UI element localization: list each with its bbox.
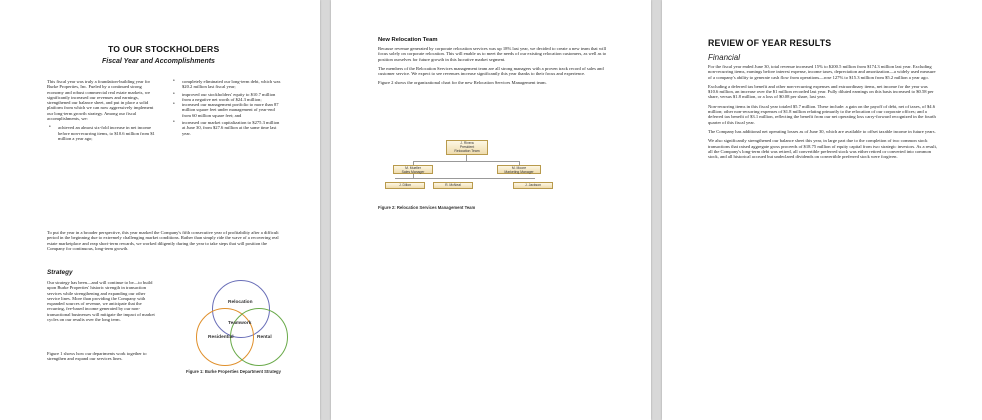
paragraph: The Company has additional net operating losses as of June 30, which are available to offset taxable income in future years.: [708, 128, 936, 134]
org-node-role: Sales Manager: [401, 170, 425, 174]
venn-label-top: Relocation: [228, 300, 253, 305]
bullet-list-right: [171, 102, 281, 136]
org-connector: [395, 178, 535, 179]
figure-2-caption: Figure 2: Relocation Services Management Team: [378, 205, 476, 210]
org-chart: [391, 140, 541, 196]
venn-label-right: Rental: [257, 335, 272, 340]
figure-1-caption: Figure 1: Burke Properties Department Strategy: [186, 369, 281, 374]
org-connector: [413, 161, 520, 162]
org-node-name: M. Moore: [511, 166, 527, 170]
page-title: TO OUR STOCKHOLDERS: [108, 44, 220, 54]
figure-reference: Figure 1 shows how our departments work together to strengthen and expand our services lines.: [47, 351, 147, 362]
page-2: [331, 0, 651, 420]
paragraph: Because revenue generated by corporate relocation services was up 18% last year, we decided to create a new team that will focus solely on corporate relocation. This will enable us to meet the needs of our existing relocation customers, as well as to position ourselves for future growth in this lucrative market segment.: [378, 46, 607, 62]
venn-label-left: Residential: [208, 335, 234, 340]
list-item: • increased our management portfolio to more than 87 million square feet under management of year-end from 60 million square feet; and: [182, 102, 281, 118]
paragraph: We also significantly strengthened our balance sheet this year, in large part due to the completion of two common stock transactions that raised aggregate gross proceeds of $18.75 million of equity capital from two strategic investors. As a result, all the Company's long-term debt was retired, all convertible preferred stock was either retired or converted into common stock, and all historical accrued but undeclared dividends on convertible preferred stock were forgiven.: [708, 138, 937, 160]
org-node-president: [446, 140, 488, 155]
list-item: • completely eliminated our long-term debt, which was $20.2 million last fiscal year;: [182, 79, 281, 90]
financial-heading: Financial: [708, 53, 741, 62]
relocation-heading: New Relocation Team: [378, 37, 438, 43]
strategy-heading: Strategy: [47, 269, 73, 276]
org-node-role: President: [459, 145, 475, 149]
org-node-role: Marketing Manager: [504, 170, 534, 174]
financial-body: [708, 64, 938, 163]
list-item: • achieved an almost six-fold increase in net income before non-recurring items, to $10.6 million from $1 million a year ago;: [58, 125, 157, 141]
page-subtitle: Fiscal Year and Accomplishments: [102, 58, 215, 65]
relocation-body: [378, 46, 608, 90]
org-node-marketing-manager: [497, 165, 541, 174]
page-3: [662, 0, 982, 420]
paragraph: Excluding a deferred tax benefit and other non-recurring expenses and extraordinary items, net income for the year was $10.6 million, an increase over the $1 million recorded last year. Fully diluted earnings on this basis increased to $0.58 per share, versus $1.8 million, or a loss of $0.08 per share, last year.: [708, 83, 934, 100]
review-title: REVIEW OF YEAR RESULTS: [708, 38, 832, 48]
org-node-staff: J. Dillon: [385, 182, 425, 189]
list-item: • improved our stockholders' equity to $10.7 million from a negative net worth of $24.3 million;: [182, 92, 281, 103]
list-item: • increased our market capitalization to $275.3 million at June 30, from $27.6 million at the same time last year.: [182, 120, 281, 136]
closing-paragraph: To put the year in a broader perspective, this year marked the Company's fifth consecutive year of profitability after a difficult period in the beginning due to extremely challenging market conditions. Rather than simply ride the wave of a recovering real estate marketplace and reap short-term rewards, we worked diligently during the year to take steps that will position the Company for continuous, long-term growth.: [47, 230, 279, 251]
intro-columns: [47, 79, 281, 142]
strategy-paragraph: Our strategy has been—and will continue to be—to build upon Burke Properties' historic strength in transaction services while strengthening and expanding our other service lines. More than providing the Company with expanded sources of revenue, we anticipate that the recurring, fee-based income generated by our non-transactional businesses will mitigate the impact of market cycles on our results over the long term.: [47, 280, 155, 323]
page-1: [0, 0, 320, 420]
org-node-name: J. Rivera: [460, 141, 474, 145]
org-node-team: Relocation Team: [454, 149, 480, 153]
paragraph: The members of the Relocation Services management team are all strong managers with a proven track record of sales and customer service. We expect to see revenues increase significantly this year thanks to their focus and experience.: [378, 65, 604, 77]
paragraph: Non-recurring items in this fiscal year totaled $5.7 million. These include: a gain on the payoff of debt, net of taxes, of $4.6 million; other non-recurring expenses of $1.8 million relating primarily to the relocation of our corporate offices; and a deferred tax benefit of $3.1 million, reflecting the benefit from our net operating loss carry-forward recognized in the fourth quarter of this fiscal year.: [708, 103, 936, 125]
paragraph: For the fiscal year ended June 30, total revenue increased 15% to $200.5 million from $174.3 million last year. Excluding non-recurring items, earnings before interest expense, income taxes, depreciation and amortization—a widely used measure of a company's ability to generate cash flow from operations—rose 127% to $15.3 million from $5.2 million a year ago.: [708, 64, 936, 80]
paragraph: Figure 2 shows the organizational chart for the new Relocation Services Management team.: [378, 80, 547, 86]
org-node-staff: R. McNeal: [433, 182, 473, 189]
org-node-name: M. Mueller: [405, 166, 421, 170]
org-node-sales-manager: [393, 165, 433, 174]
org-node-staff: J. Jackson: [513, 182, 553, 189]
venn-diagram: [192, 280, 294, 372]
intro-paragraph: This fiscal year was truly a foundation-building year for Burke Properties, Inc. Fueled by a continued strong economy and robust commercial real estate markets, we significantly increased our revenues and earnings, strengthened our balance sheet, and put in place a solid platform from which we can now aggressively implement our long-term growth strategy. Among our fiscal accomplishments, we:: [47, 79, 154, 122]
venn-label-center: Teamwork: [228, 321, 252, 326]
